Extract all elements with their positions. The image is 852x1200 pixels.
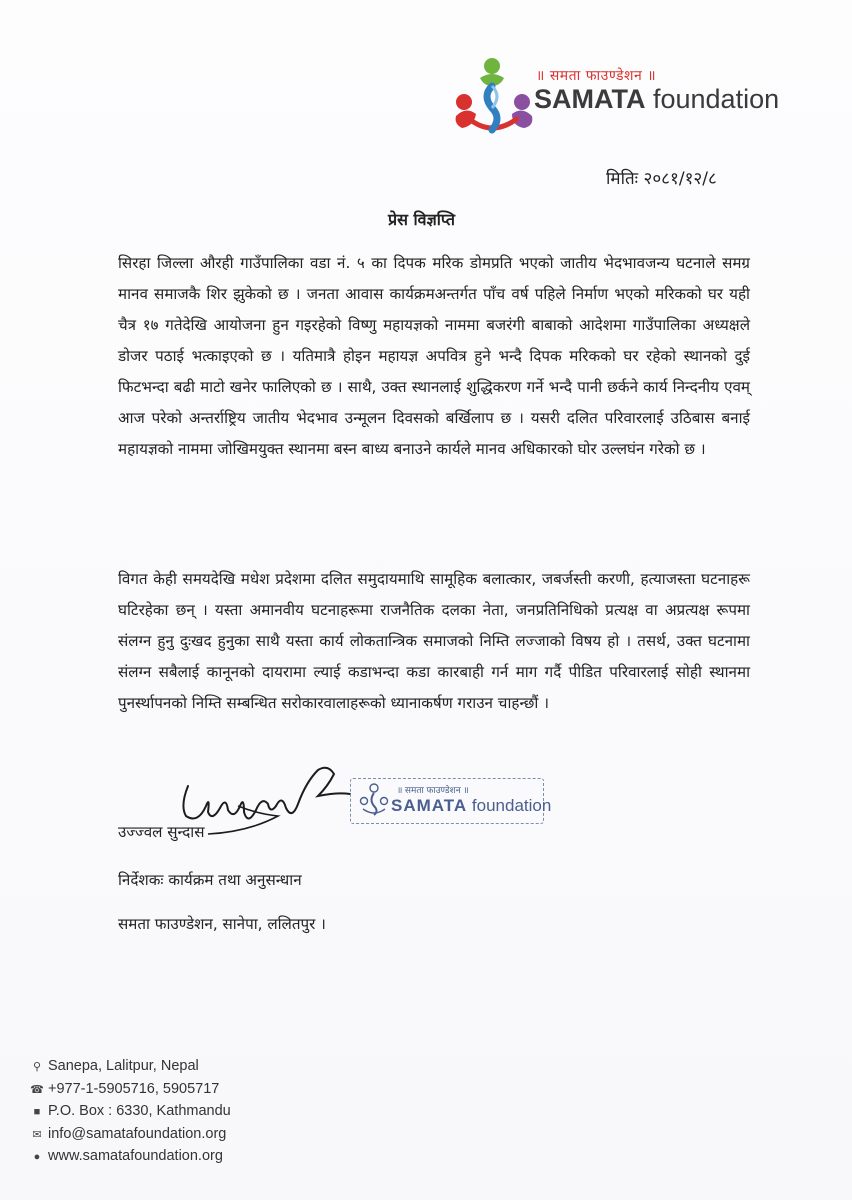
contact-footer xyxy=(30,1058,231,1171)
footer-website[interactable] xyxy=(30,1148,231,1171)
logo-tagline: ॥ समता फाउण्डेशन ॥ xyxy=(536,68,657,84)
mailbox-icon: ■ xyxy=(33,1106,41,1118)
logo-name-regular: foundation xyxy=(645,84,780,114)
signatory-name: उज्ज्वल सुन्दास xyxy=(118,823,205,841)
paragraph-1: सिरहा जिल्ला औरही गाउँपालिका वडा नं. ५ का दिपक मरिक डोमप्रति भएको जातीय भेदभावजन्य घटनाले समग्र मानव समाजकै शिर झुकेको छ । जनता आवास कार्यक्रमअन्तर्गत पाँच वर्ष पहिले निर्माण भएको मरिकको घर यही चैत्र १७ गतेदेखि आयोजना हुन गइरहेको विष्णु महायज्ञको नाममा बजरंगी बाबाको आदेशमा गाउँपालिका अध्यक्षले डोजर पठाई भत्काइएको छ । यतिमात्रै होइन महायज्ञ अपवित्र हुने भन्दै दिपक मरिकको घर रहेको स्थानको दुई फिटभन्दा बढी माटो खनेर फालिएको छ । साथै, उक्त स्थानलाई शुद्धिकरण गर्ने भन्दै पानी छर्कने कार्य निन्दनीय एवम् आज परेको अन्तर्राष्ट्रिय जातीय भेदभाव उन्मूलन दिवसको बर्खिलाप छ । यसरी दलित परिवारलाई उठिबास बनाई महायज्ञको नाममा जोखिमयुक्त स्थानमा बस्न बाध्य बनाउने कार्यले मानव अधिकारको घोर उल्लघंन गरेको छ । xyxy=(118,254,750,458)
stamp-name-bold: SAMATA xyxy=(391,796,468,815)
location-icon: ⚲ xyxy=(32,1061,42,1073)
stamp-name-regular: foundation xyxy=(467,796,552,815)
letter-date: मितिः २०८१/१२/८ xyxy=(606,169,717,189)
organization-stamp xyxy=(350,778,552,824)
samata-emblem-icon xyxy=(452,56,544,136)
footer-website-link[interactable]: www.samatafoundation.org xyxy=(48,1148,223,1164)
footer-pobox xyxy=(30,1103,231,1126)
globe-icon: ● xyxy=(33,1151,41,1163)
footer-email[interactable] xyxy=(30,1126,231,1149)
footer-address-text: Sanepa, Lalitpur, Nepal xyxy=(48,1058,199,1074)
stamp-name xyxy=(391,796,551,816)
signatory-position: निर्देशकः कार्यक्रम तथा अनुसन्धान xyxy=(118,871,302,889)
footer-address xyxy=(30,1058,231,1081)
stamp-tagline: ॥ समता फाउण्डेशन ॥ xyxy=(397,785,469,795)
email-icon: ✉ xyxy=(32,1128,42,1141)
paragraph-2: विगत केही समयदेखि मधेश प्रदेशमा दलित समुदायमाथि सामूहिक बलात्कार, जबर्जस्ती करणी, हत्याजस्ता घटनाहरू घटिरहेका छन् । यस्ता अमानवीय घटनाहरूमा राजनैतिक दलका नेता, जनप्रतिनिधिको प्रत्यक्ष वा अप्रत्यक्ष रूपमा संलग्न हुनु दुःखद हुनुका साथै यस्ता कार्य लोकतान्त्रिक समाजको निम्ति लज्जाको विषय हो । तसर्थ, उक्त घटनामा संलग्न सबैलाई कानूनको दायरामा ल्याई कडाभन्दा कडा कारबाही गर्न माग गर्दै पीडित परिवारलाई सोही स्थानमा पुनर्स्थापनको निम्ति सम्बन्धित सरोकारवालाहरूको ध्यानाकर्षण गराउन चाहन्छौं । xyxy=(118,570,750,712)
footer-phone-text: +977-1-5905716, 5905717 xyxy=(48,1080,220,1097)
stamp-emblem-icon xyxy=(359,783,389,817)
signatory-organization: समता फाउण्डेशन, सानेपा, ललितपुर । xyxy=(118,915,326,933)
phone-icon: ☎ xyxy=(30,1083,44,1096)
samata-logo xyxy=(452,56,812,136)
footer-phone xyxy=(30,1081,231,1104)
letter-title: प्रेस विज्ञप्ति xyxy=(388,210,455,229)
footer-email-link[interactable]: info@samatafoundation.org xyxy=(48,1125,227,1142)
footer-pobox-text: P.O. Box : 6330, Kathmandu xyxy=(48,1103,231,1119)
logo-name xyxy=(534,84,779,115)
handwritten-signature xyxy=(178,756,358,836)
logo-name-bold: SAMATA xyxy=(534,84,646,114)
